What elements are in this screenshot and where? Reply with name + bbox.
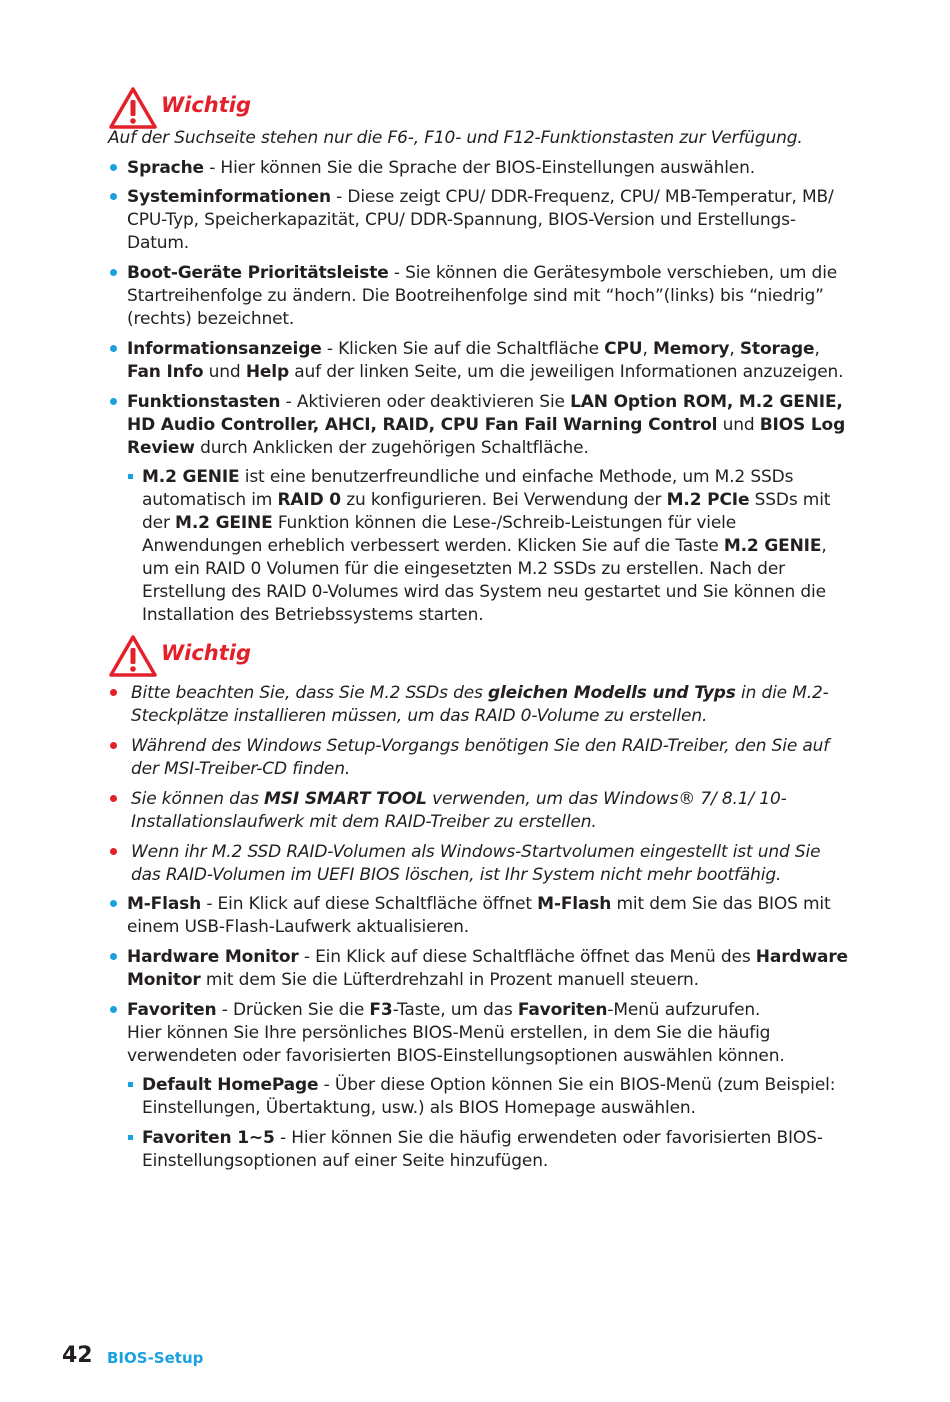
warning-text: Auf der Suchseite stehen nur die F6-, F10- und F12-Funktionstasten zur Verfügung. <box>108 128 803 148</box>
list-item-favoriten: Favoriten - Drücken Sie die F3-Taste, um das Favoriten-Menü aufzurufen. Hier können Sie Ihre persönliches BIOS-Menü erstellen, in dem Sie die häufig verwendeten oder favorisierten BIOS-Einstellungsoptionen auswählen können. <box>108 999 848 1068</box>
bullet-icon <box>110 953 117 960</box>
warning-triangle-icon <box>108 86 158 130</box>
bullet-icon <box>110 1006 117 1013</box>
section-title: BIOS-Setup <box>107 1349 204 1367</box>
sub-item-default-homepage: Default HomePage - Über diese Option können Sie ein BIOS-Menü (zum Beispiel: Einstellungen, Übertaktung, usw.) als BIOS Homepage auswählen. <box>126 1074 848 1120</box>
square-bullet-icon <box>128 474 133 479</box>
list-item-sprache: Sprache - Hier können Sie die Sprache der BIOS-Einstellungen auswählen. <box>108 157 848 180</box>
bullet-icon <box>110 345 117 352</box>
bullet-icon <box>110 689 117 696</box>
warning-triangle-icon <box>108 634 158 678</box>
warning-note: Wenn ihr M.2 SSD RAID-Volumen als Windows-Startvolumen eingestellt ist und Sie das RAID-Volumen im UEFI BIOS löschen, ist Ihr System nicht mehr bootfähig. <box>108 841 848 887</box>
square-bullet-icon <box>128 1135 133 1140</box>
warning-note: Während des Windows Setup-Vorgangs benötigen Sie den RAID-Treiber, den Sie auf der MSI-Treiber-CD finden. <box>108 735 848 781</box>
list-item-boot-geraete: Boot-Geräte Prioritätsleiste - Sie können die Gerätesymbole verschieben, um die Startreihenfolge zu ändern. Die Bootreihenfolge sind mit “hoch”(links) bis “niedrig” (rechts) bezeichnet. <box>108 262 848 331</box>
square-bullet-icon <box>128 1082 133 1087</box>
bullet-icon <box>110 193 117 200</box>
list-item-m-flash: M-Flash - Ein Klick auf diese Schaltfläche öffnet M-Flash mit dem Sie das BIOS mit einem USB-Flash-Laufwerk aktualisieren. <box>108 893 848 939</box>
bullet-icon <box>110 795 117 802</box>
bullet-icon <box>110 900 117 907</box>
bullet-icon <box>110 398 117 405</box>
bullet-icon <box>110 848 117 855</box>
sub-item-m2-genie: M.2 GENIE ist eine benutzerfreundliche und einfache Methode, um M.2 SSDs automatisch im RAID 0 zu konfigurieren. Bei Verwendung der M.2 PCIe SSDs mit der M.2 GEINE Funktion können die Lese-/Schreib-Leistungen für viele Anwendungen erheblich verbessert werden. Klicken Sie auf die Taste M.2 GENIE, um ein RAID 0 Volumen für die eingesetzten M.2 SSDs zu erstellen. Nach der Erstellung des RAID 0-Volumes wird das System neu gestartet und Sie können die Installation des Betriebssystems starten. <box>126 466 848 627</box>
list-item-funktionstasten: Funktionstasten - Aktivieren oder deaktivieren Sie LAN Option ROM, M.2 GENIE, HD Audio Controller, AHCI, RAID, CPU Fan Fail Warning Control und BIOS Log Review durch Anklicken der zugehörigen Schaltfläche. <box>108 391 848 460</box>
warning-title: Wichtig <box>161 93 252 117</box>
bullet-icon <box>110 742 117 749</box>
list-item-systeminformationen: Systeminformationen - Diese zeigt CPU/ DDR-Frequenz, CPU/ MB-Temperatur, MB/ CPU-Typ, Speicherkapazität, CPU/ DDR-Spannung, BIOS-Version und Erstellungs-Datum. <box>108 186 848 255</box>
list-item-hardware-monitor: Hardware Monitor - Ein Klick auf diese Schaltfläche öffnet das Menü des Hardware Monitor mit dem Sie die Lüfterdrehzahl in Prozent manuell steuern. <box>108 946 848 992</box>
sub-item-favoriten-1-5: Favoriten 1~5 - Hier können Sie die häufig erwendeten oder favorisierten BIOS-Einstellungsoptionen auf einer Seite hinzufügen. <box>126 1127 848 1173</box>
list-item-informationsanzeige: Informationsanzeige - Klicken Sie auf die Schaltfläche CPU, Memory, Storage, Fan Info und Help auf der linken Seite, um die jeweiligen Informationen anzuzeigen. <box>108 338 848 384</box>
bullet-icon <box>110 269 117 276</box>
warning-note: Bitte beachten Sie, dass Sie M.2 SSDs des gleichen Modells und Typs in die M.2-Steckplätze installieren müssen, um das RAID 0-Volume zu erstellen. <box>108 682 848 728</box>
warning-note: Sie können das MSI SMART TOOL verwenden, um das Windows® 7/ 8.1/ 10-Installationslaufwerk mit dem RAID-Treiber zu erstellen. <box>108 788 848 834</box>
warning-title: Wichtig <box>161 641 252 665</box>
bullet-icon <box>110 164 117 171</box>
page-number: 42 <box>62 1343 93 1368</box>
